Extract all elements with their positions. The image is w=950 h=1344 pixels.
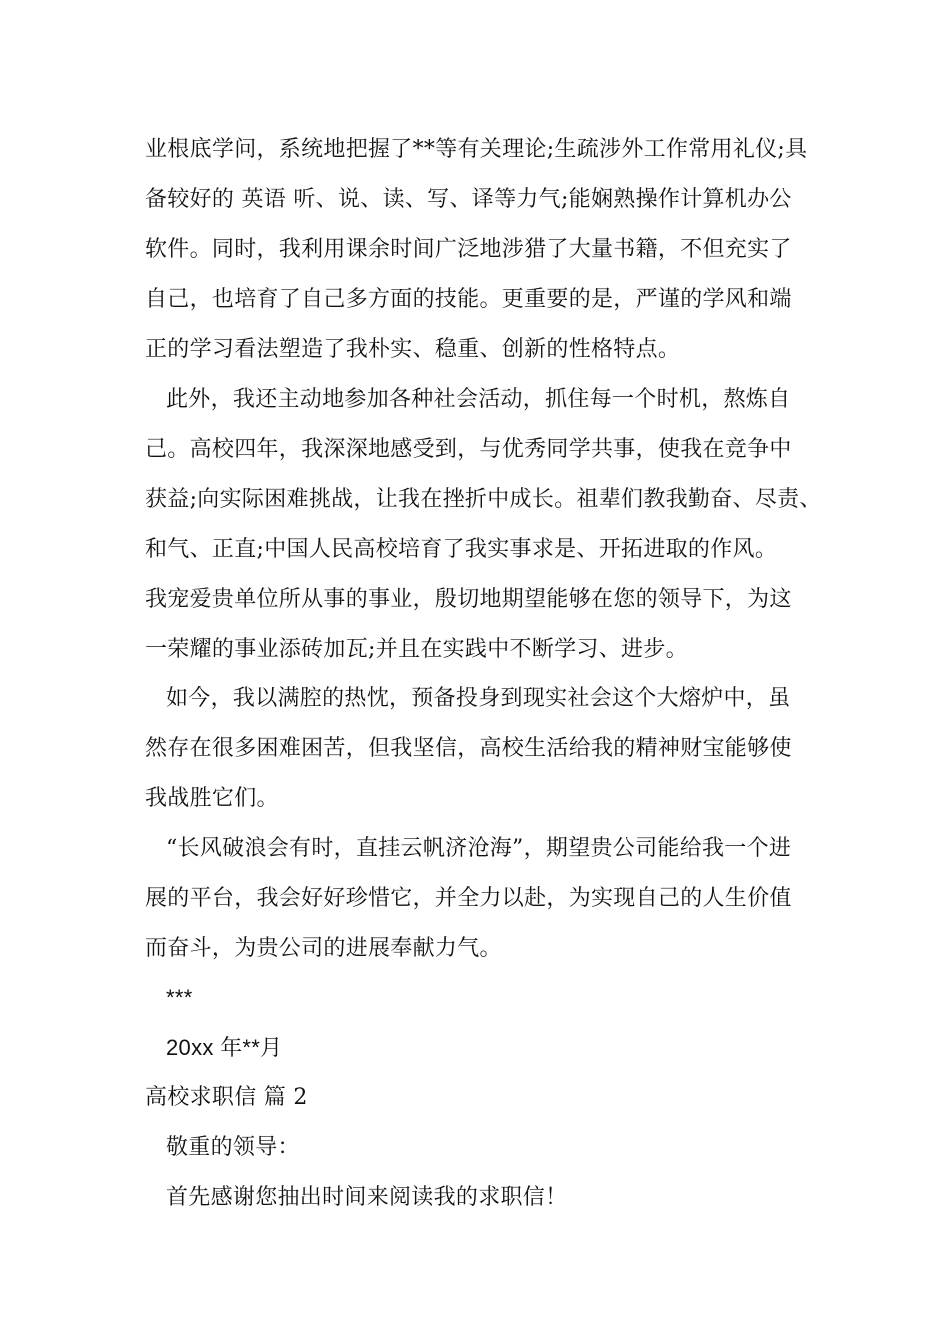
body-text-line: 备较好的 英语 听、说、读、写、译等力气;能娴熟操作计算机办公 bbox=[145, 187, 792, 212]
body-text-line: 软件。同时，我利用课余时间广泛地涉猎了大量书籍，不但充实了 bbox=[145, 237, 792, 262]
body-text-line: 此外，我还主动地参加各种社会活动，抓住每一个时机，熬炼自 bbox=[166, 387, 791, 412]
opening-line: 首先感谢您抽出时间来阅读我的求职信！ bbox=[166, 1185, 568, 1210]
body-text-line: 自己，也培育了自己多方面的技能。更重要的是，严谨的学风和端 bbox=[145, 287, 792, 312]
body-text-line: 业根底学问，系统地把握了**等有关理论;生疏涉外工作常用礼仪;具 bbox=[145, 137, 808, 162]
section-heading: 高校求职信 篇 2 bbox=[145, 1085, 308, 1110]
body-text-line: “长风破浪会有时，直挂云帆济沧海”，期望贵公司能给我一个进 bbox=[166, 836, 792, 861]
body-text-line: 正的学习看法塑造了我朴实、稳重、创新的性格特点。 bbox=[145, 337, 681, 362]
body-text-line: 己。高校四年，我深深地感受到，与优秀同学共事，使我在竞争中 bbox=[145, 437, 792, 462]
body-text-line: 展的平台，我会好好珍惜它，并全力以赴，为实现自己的人生价值 bbox=[145, 886, 792, 911]
body-text-line: 而奋斗，为贵公司的进展奉献力气。 bbox=[145, 936, 502, 961]
body-text-line: 我战胜它们。 bbox=[145, 786, 279, 811]
salutation: 敬重的领导： bbox=[166, 1135, 300, 1160]
body-text-line: 获益;向实际困难挑战，让我在挫折中成长。祖辈们教我勤奋、尽责、 bbox=[145, 487, 822, 512]
body-text-line: 如今，我以满腔的热忱，预备投身到现实社会这个大熔炉中，虽 bbox=[166, 686, 791, 711]
body-text-line: 然存在很多困难困苦，但我坚信，高校生活给我的精神财宝能够使 bbox=[145, 736, 792, 761]
signature: *** bbox=[166, 985, 193, 1010]
body-text-line: 我宠爱贵单位所从事的事业，殷切地期望能够在您的领导下，为这 bbox=[145, 587, 792, 612]
body-text-line: 一荣耀的事业添砖加瓦;并且在实践中不断学习、进步。 bbox=[145, 637, 688, 662]
letter-date: 20xx 年**月 bbox=[166, 1035, 283, 1060]
body-text-line: 和气、正直;中国人民高校培育了我实事求是、开拓进取的作风。 bbox=[145, 537, 778, 562]
